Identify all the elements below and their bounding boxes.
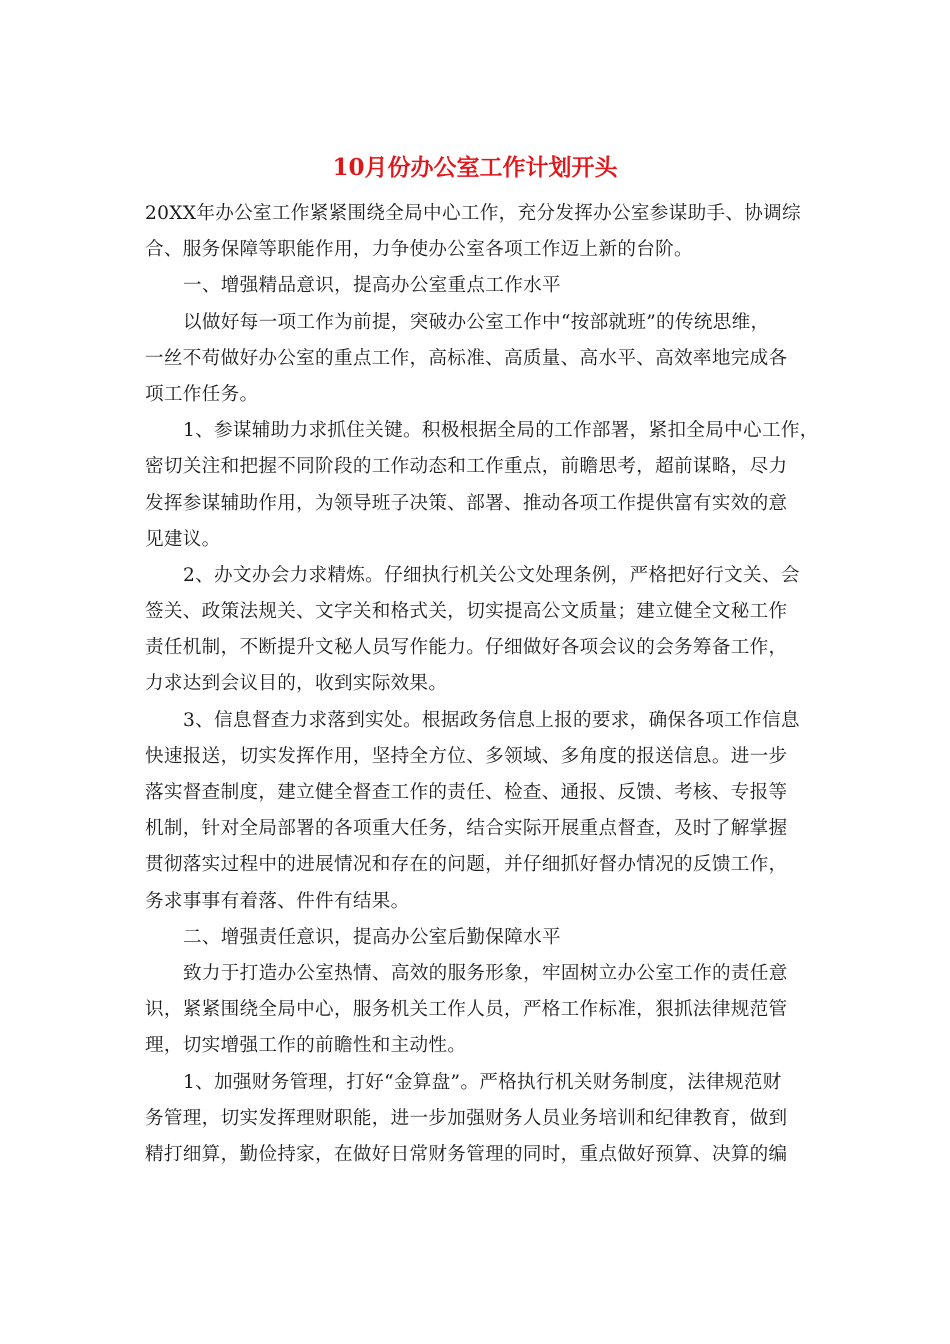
text-line: 见建议。 [145, 528, 221, 550]
text-line: 2、办文办会力求精炼。仔细执行机关公文处理条例，严格把好行文关、会 [183, 564, 800, 586]
text-line: 一、增强精品意识，提高办公室重点工作水平 [183, 275, 561, 297]
text-line: 以做好每一项工作为前提，突破办公室工作中“按部就班”的传统思维， [183, 311, 770, 333]
text-line: 致力于打造办公室热情、高效的服务形象，牢固树立办公室工作的责任意 [183, 962, 788, 984]
text-line: 理，切实增强工作的前瞻性和主动性。 [145, 1035, 467, 1057]
text-line: 二、增强责任意识，提高办公室后勤保障水平 [183, 926, 561, 948]
text-line: 识，紧紧围绕全局中心，服务机关工作人员，严格工作标准，狠抓法律规范管 [145, 999, 788, 1021]
text-line: 项工作任务。 [145, 383, 259, 405]
text-line: 力求达到会议目的，收到实际效果。 [145, 673, 448, 695]
text-line: 1、加强财务管理，打好“金算盘”。严格执行机关财务制度，法律规范财 [183, 1071, 782, 1093]
text-line: 1、参谋辅助力求抓住关键。积极根据全局的工作部署，紧扣全局中心工作， [183, 420, 819, 442]
text-line: 落实督查制度，建立健全督查工作的责任、检查、通报、反馈、考核、专报等 [145, 782, 788, 803]
text-line: 务求事事有着落、件件有结果。 [145, 890, 410, 912]
text-line: 合、服务保障等职能作用，力争使办公室各项工作迈上新的台阶。 [145, 239, 693, 261]
text-line: 责任机制，不断提升文秘人员写作能力。仔细做好各项会议的会务筹备工作， [145, 637, 788, 659]
text-line: 机制，针对全局部署的各项重大任务，结合实际开展重点督查，及时了解掌握 [145, 818, 788, 840]
text-line: 快速报送，切实发挥作用，坚持全方位、多领域、多角度的报送信息。进一步 [145, 745, 788, 767]
text-line: 务管理，切实发挥理财职能，进一步加强财务人员业务培训和纪律教育，做到 [145, 1107, 788, 1129]
text-line: 密切关注和把握不同阶段的工作动态和工作重点，前瞻思考，超前谋略，尽力 [145, 456, 788, 478]
document-body [145, 196, 817, 1173]
text-line: 一丝不苟做好办公室的重点工作，高标准、高质量、高水平、高效率地完成各 [145, 347, 788, 369]
text-line: 贯彻落实过程中的进展情况和存在的问题，并仔细抓好督办情况的反馈工作， [145, 854, 788, 876]
text-line: 签关、政策法规关、文字关和格式关，切实提高公文质量；建立健全文秘工作 [145, 601, 788, 623]
text-line: 20XX年办公室工作紧紧围绕全局中心工作，充分发挥办公室参谋助手、协调综 [145, 203, 801, 224]
document-title: 10月份办公室工作计划开头 [332, 154, 618, 181]
text-line: 3、信息督查力求落到实处。根据政务信息上报的要求，确保各项工作信息 [183, 709, 800, 731]
text-line: 发挥参谋辅助作用，为领导班子决策、部署、推动各项工作提供富有实效的意 [145, 492, 788, 514]
text-line: 精打细算，勤俭持家，在做好日常财务管理的同时，重点做好预算、决算的编 [145, 1143, 788, 1165]
